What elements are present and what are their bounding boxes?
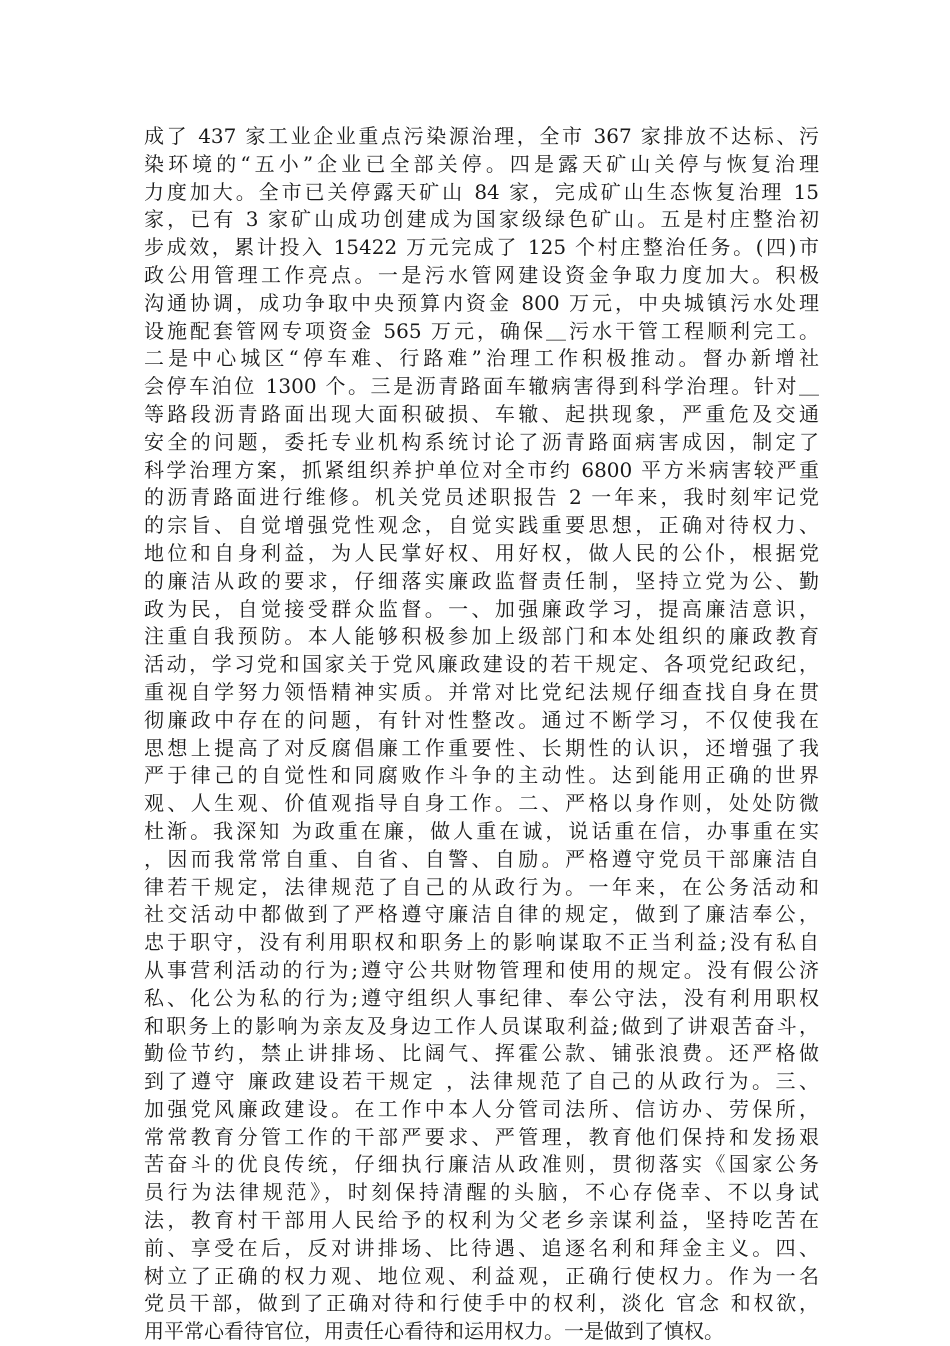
text-line: 活动，学习党和国家关于党风廉政建设的若干规定、各项党纪政纪， — [144, 652, 819, 677]
text-line: 社交活动中都做到了严格遵守廉洁自律的规定，做到了廉洁奉公， — [144, 902, 819, 927]
text-line: 家，已有 3 家矿山成功创建成为国家级绿色矿山。五是村庄整治初 — [144, 207, 819, 232]
text-line: 沟通协调，成功争取中央预算内资金 800 万元，中央城镇污水处理 — [144, 290, 819, 315]
text-line: 用平常心看待官位，用责任心看待和运用权力。一是做到了慎权。 — [144, 1319, 724, 1344]
text-line: 加强党风廉政建设。在工作中本人分管司法所、信访办、劳保所， — [144, 1096, 819, 1121]
text-line: 观、人生观、价值观指导自身工作。二、严格以身作则，处处防微 — [144, 791, 819, 816]
text-line: 等路段沥青路面出现大面积破损、车辙、起拱现象，严重危及交通 — [144, 401, 819, 426]
text-line: 员行为法律规范》，时刻保持清醒的头脑，不心存侥幸、不以身试 — [144, 1180, 819, 1205]
text-line: 常常教育分管工作的干部严要求、严管理，教育他们保持和发扬艰 — [144, 1124, 819, 1149]
text-line: 地位和自身利益，为人民掌好权、用好权，做人民的公仆，根据党 — [144, 540, 819, 565]
text-line: 从事营利活动的行为;遵守公共财物管理和使用的规定。没有假公济 — [144, 957, 819, 982]
text-line: 到了遵守 廉政建设若干规定 ，法律规范了自己的从政行为。三、 — [144, 1069, 819, 1094]
text-line: 政为民，自觉接受群众监督。一、加强廉政学习，提高廉洁意识， — [144, 596, 819, 621]
text-line: 勤俭节约，禁止讲排场、比阔气、挥霍公款、铺张浪费。还严格做 — [144, 1041, 819, 1066]
text-line: 前、享受在后，反对讲排场、比待遇、追逐名利和拜金主义。四、 — [144, 1235, 819, 1260]
text-line: 严于律己的自觉性和同腐败作斗争的主动性。达到能用正确的世界 — [144, 763, 819, 788]
text-line: 力度加大。全市已关停露天矿山 84 家，完成矿山生态恢复治理 15 — [144, 179, 819, 204]
text-line: 忠于职守，没有利用职权和职务上的影响谋取不正当利益;没有私自 — [144, 930, 819, 955]
text-line: 和职务上的影响为亲友及身边工作人员谋取利益;做到了讲艰苦奋斗， — [144, 1013, 819, 1038]
text-line: 安全的问题，委托专业机构系统讨论了沥青路面病害成因，制定了 — [144, 429, 819, 454]
text-line: 律若干规定，法律规范了自己的从政行为。一年来，在公务活动和 — [144, 874, 819, 899]
text-line: 私、化公为私的行为;遵守组织人事纪律、奉公守法，没有利用职权 — [144, 985, 819, 1010]
text-line: 成了 437 家工业企业重点污染源治理，全市 367 家排放不达标、污 — [144, 124, 819, 148]
text-line: 彻廉政中存在的问题，有针对性整改。通过不断学习，不仅使我在 — [144, 707, 819, 732]
text-line: 苦奋斗的优良传统，仔细执行廉洁从政准则，贯彻落实《国家公务 — [144, 1152, 819, 1177]
text-line: 党员干部，做到了正确对待和行使手中的权利，淡化 官念 和权欲， — [144, 1291, 819, 1316]
text-line: 的宗旨、自觉增强党性观念，自觉实践重要思想，正确对待权力、 — [144, 513, 819, 538]
text-line: 政公用管理工作亮点。一是污水管网建设资金争取力度加大。积极 — [144, 262, 819, 287]
text-line: 二是中心城区“停车难、行路难”治理工作积极推动。督办新增社 — [144, 346, 819, 371]
text-line: 设施配套管网专项资金 565 万元，确保＿污水干管工程顺利完工。 — [144, 318, 819, 343]
text-line: 的沥青路面进行维修。机关党员述职报告 2 一年来，我时刻牢记党 — [144, 485, 819, 510]
text-line: 染环境的“五小”企业已全部关停。四是露天矿山关停与恢复治理 — [144, 151, 819, 176]
text-line: 法，教育村干部用人民给予的权利为父老乡亲谋利益，坚持吃苦在 — [144, 1208, 819, 1233]
text-line: 树立了正确的权力观、地位观、利益观，正确行使权力。作为一名 — [144, 1263, 819, 1288]
text-line: 重视自学努力领悟精神实质。并常对比党纪法规仔细查找自身在贯 — [144, 679, 819, 704]
text-line: 思想上提高了对反腐倡廉工作重要性、长期性的认识，还增强了我 — [144, 735, 819, 760]
text-line: 科学治理方案，抓紧组织养护单位对全市约 6800 平方米病害较严重 — [144, 457, 819, 482]
text-line: 的廉洁从政的要求，仔细落实廉政监督责任制，坚持立党为公、勤 — [144, 568, 819, 593]
text-line: 会停车泊位 1300 个。三是沥青路面车辙病害得到科学治理。针对＿ — [144, 374, 819, 399]
text-line: 步成效，累计投入 15422 万元完成了 125 个村庄整治任务。(四)市 — [144, 235, 819, 260]
body-text — [144, 123, 819, 1346]
text-line: 杜渐。我深知 为政重在廉，做人重在诚，说话重在信，办事重在实 — [144, 818, 819, 843]
text-line: 注重自我预防。本人能够积极参加上级部门和本处组织的廉政教育 — [144, 624, 819, 649]
text-line: ，因而我常常自重、自省、自警、自励。严格遵守党员干部廉洁自 — [144, 846, 819, 871]
